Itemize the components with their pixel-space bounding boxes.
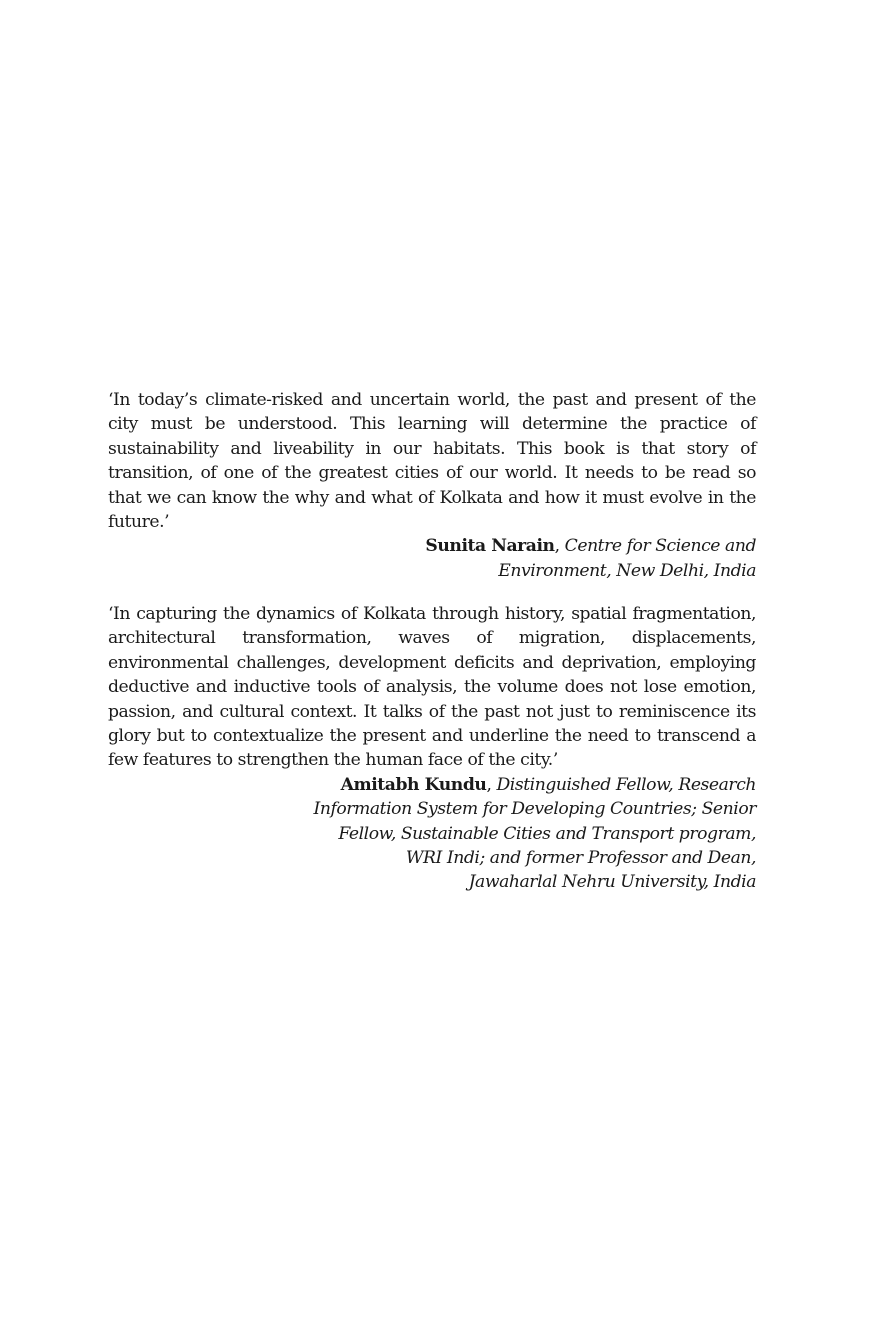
attribution-line xyxy=(108,534,756,558)
endorsement-2 xyxy=(108,602,756,895)
endorser-affiliation-line: Information System for Developing Countries; Senior xyxy=(313,799,756,820)
endorser-affiliation-line: Centre for Science and xyxy=(564,536,756,557)
endorser-name: Amitabh Kundu xyxy=(340,774,487,795)
endorser-affiliation-line: Environment, New Delhi, India xyxy=(498,560,756,581)
endorsement-quote: ‘In today’s climate-risked and uncertain world, the past and present of the city must be understood. This learning will determine the practice of sustainability and liveability in our habitats. This book is that story of transition, of one of the greatest cities of our world. It needs to be read so that we can know the why and what of Kolkata and how it must evolve in the future.’ xyxy=(108,390,756,533)
endorser-affiliation-line: Distinguished Fellow, Research xyxy=(496,774,756,795)
endorsement-quote: ‘In capturing the dynamics of Kolkata through history, spatial fragmentation, architectural transformation, waves of migration, displacements, environmental challenges, development deficits and deprivation, employing deductive and inductive tools of analysis, the volume does not lose emotion, passion, and cultural context. It talks of the past not just to reminiscence its glory but to contextualize the present and underline the need to transcend a few features to strengthen the human face of the city.’ xyxy=(108,604,756,771)
endorser-name: Sunita Narain xyxy=(425,536,555,557)
attribution-line xyxy=(108,773,756,797)
endorser-affiliation-line: Jawaharlal Nehru University, India xyxy=(468,872,756,893)
endorser-affiliation-line: WRI Indi; and former Professor and Dean, xyxy=(405,848,756,869)
attribution-separator: , xyxy=(486,774,497,795)
attribution-separator: , xyxy=(554,536,565,557)
endorsement-attribution xyxy=(108,534,756,583)
endorser-affiliation-line: Fellow, Sustainable Cities and Transport program, xyxy=(338,823,756,844)
endorsement-attribution xyxy=(108,773,756,895)
endorsement-1 xyxy=(108,388,756,583)
